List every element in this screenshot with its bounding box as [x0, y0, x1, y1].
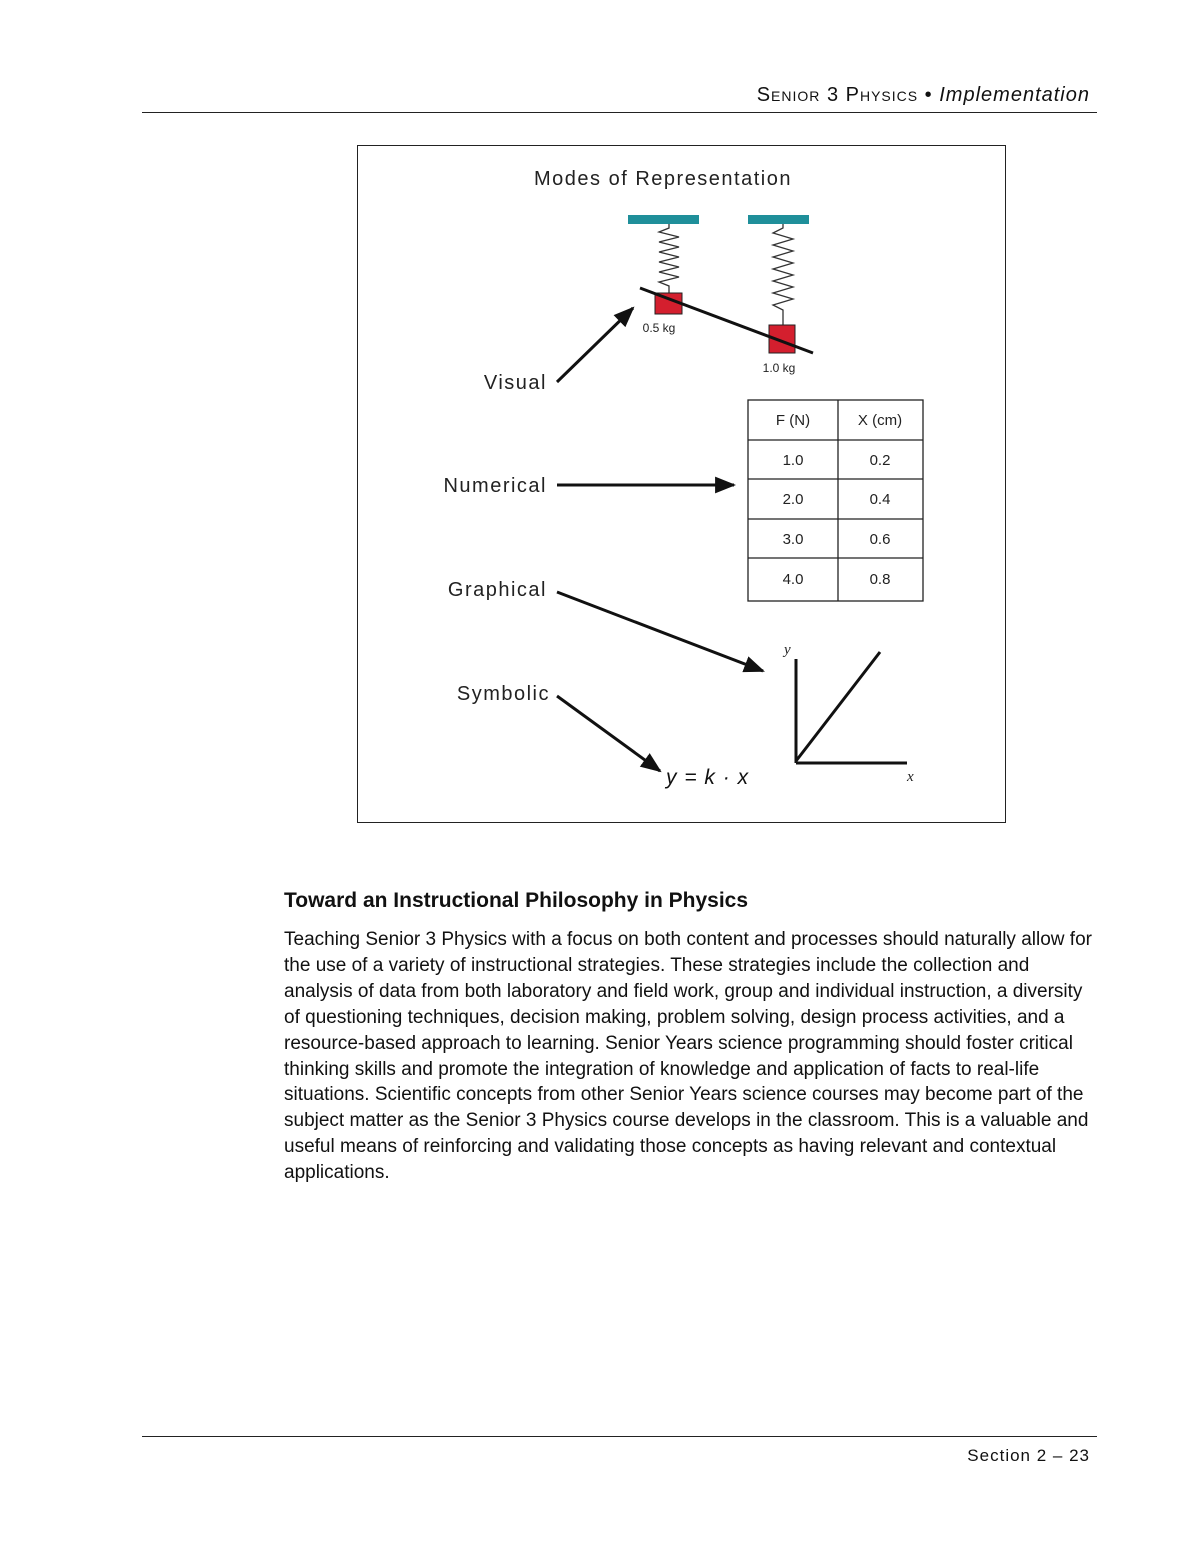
body-paragraph: Teaching Senior 3 Physics with a focus on both content and processes should naturally allow for the use of a variety of instructional strategies. These strategies include the collection and analysis of data from both laboratory and field work, group and individual instruction, a diversity of questioning techniques, decision making, problem solving, design process activities, and a resource-based approach to learning. Senior Years science programming should foster critical thinking skills and promote the integration of knowledge and application of facts to real-life situations. Scientific concepts from other Senior Years science courses may become part of the subject matter as the Senior 3 Physics course develops in the classroom. This is a valuable and useful means of reinforcing and validating those concepts as having relevant and contextual applications. — [284, 929, 1092, 1184]
footer-rule — [142, 1436, 1097, 1437]
table-cell: 3.0 — [782, 531, 804, 548]
table-cell: 2.0 — [782, 491, 804, 508]
mode-label-visual: Visual — [483, 372, 547, 394]
mode-label-graphical: Graphical — [447, 579, 547, 601]
table-cell: 0.4 — [869, 491, 891, 508]
section-heading: Toward an Instructional Philosophy in Physics — [284, 889, 749, 912]
modes-of-representation-figure — [357, 145, 1006, 823]
symbolic-equation: y = k · x — [666, 766, 750, 789]
numerical-table — [748, 400, 923, 601]
mode-label-symbolic: Symbolic — [456, 683, 550, 705]
graph-x-label: x — [907, 769, 914, 785]
table-cell: 0.2 — [869, 452, 891, 469]
graph-y-label: y — [784, 642, 791, 658]
header-course: Senior 3 Physics — [756, 84, 919, 106]
figure-canvas — [358, 146, 1007, 824]
table-cell: 4.0 — [782, 571, 804, 588]
arrow-visual — [557, 308, 633, 382]
graph-line — [796, 652, 880, 761]
header-separator: • — [924, 84, 933, 106]
page-header — [757, 84, 1090, 107]
table-cell: 0.6 — [869, 531, 891, 548]
header-rule — [142, 112, 1097, 113]
mass-label-1: 0.5 kg — [642, 321, 676, 335]
header-section: Implementation — [939, 84, 1090, 106]
spring-1 — [659, 224, 679, 293]
table-cell: 1.0 — [782, 452, 804, 469]
table-cell: 0.8 — [869, 571, 891, 588]
arrow-symbolic — [557, 696, 660, 771]
ceiling-bar-1 — [628, 215, 699, 224]
table-header-extension: X (cm) — [857, 412, 903, 429]
figure-title: Modes of Representation — [534, 168, 792, 190]
table-header-force: F (N) — [775, 412, 811, 429]
ceiling-bar-2 — [748, 215, 809, 224]
page-footer: Section 2 – 23 — [967, 1446, 1090, 1465]
spring-2 — [773, 224, 793, 325]
arrow-graphical — [557, 592, 763, 671]
mass-label-2: 1.0 kg — [762, 361, 796, 375]
mode-label-numerical: Numerical — [443, 475, 547, 497]
